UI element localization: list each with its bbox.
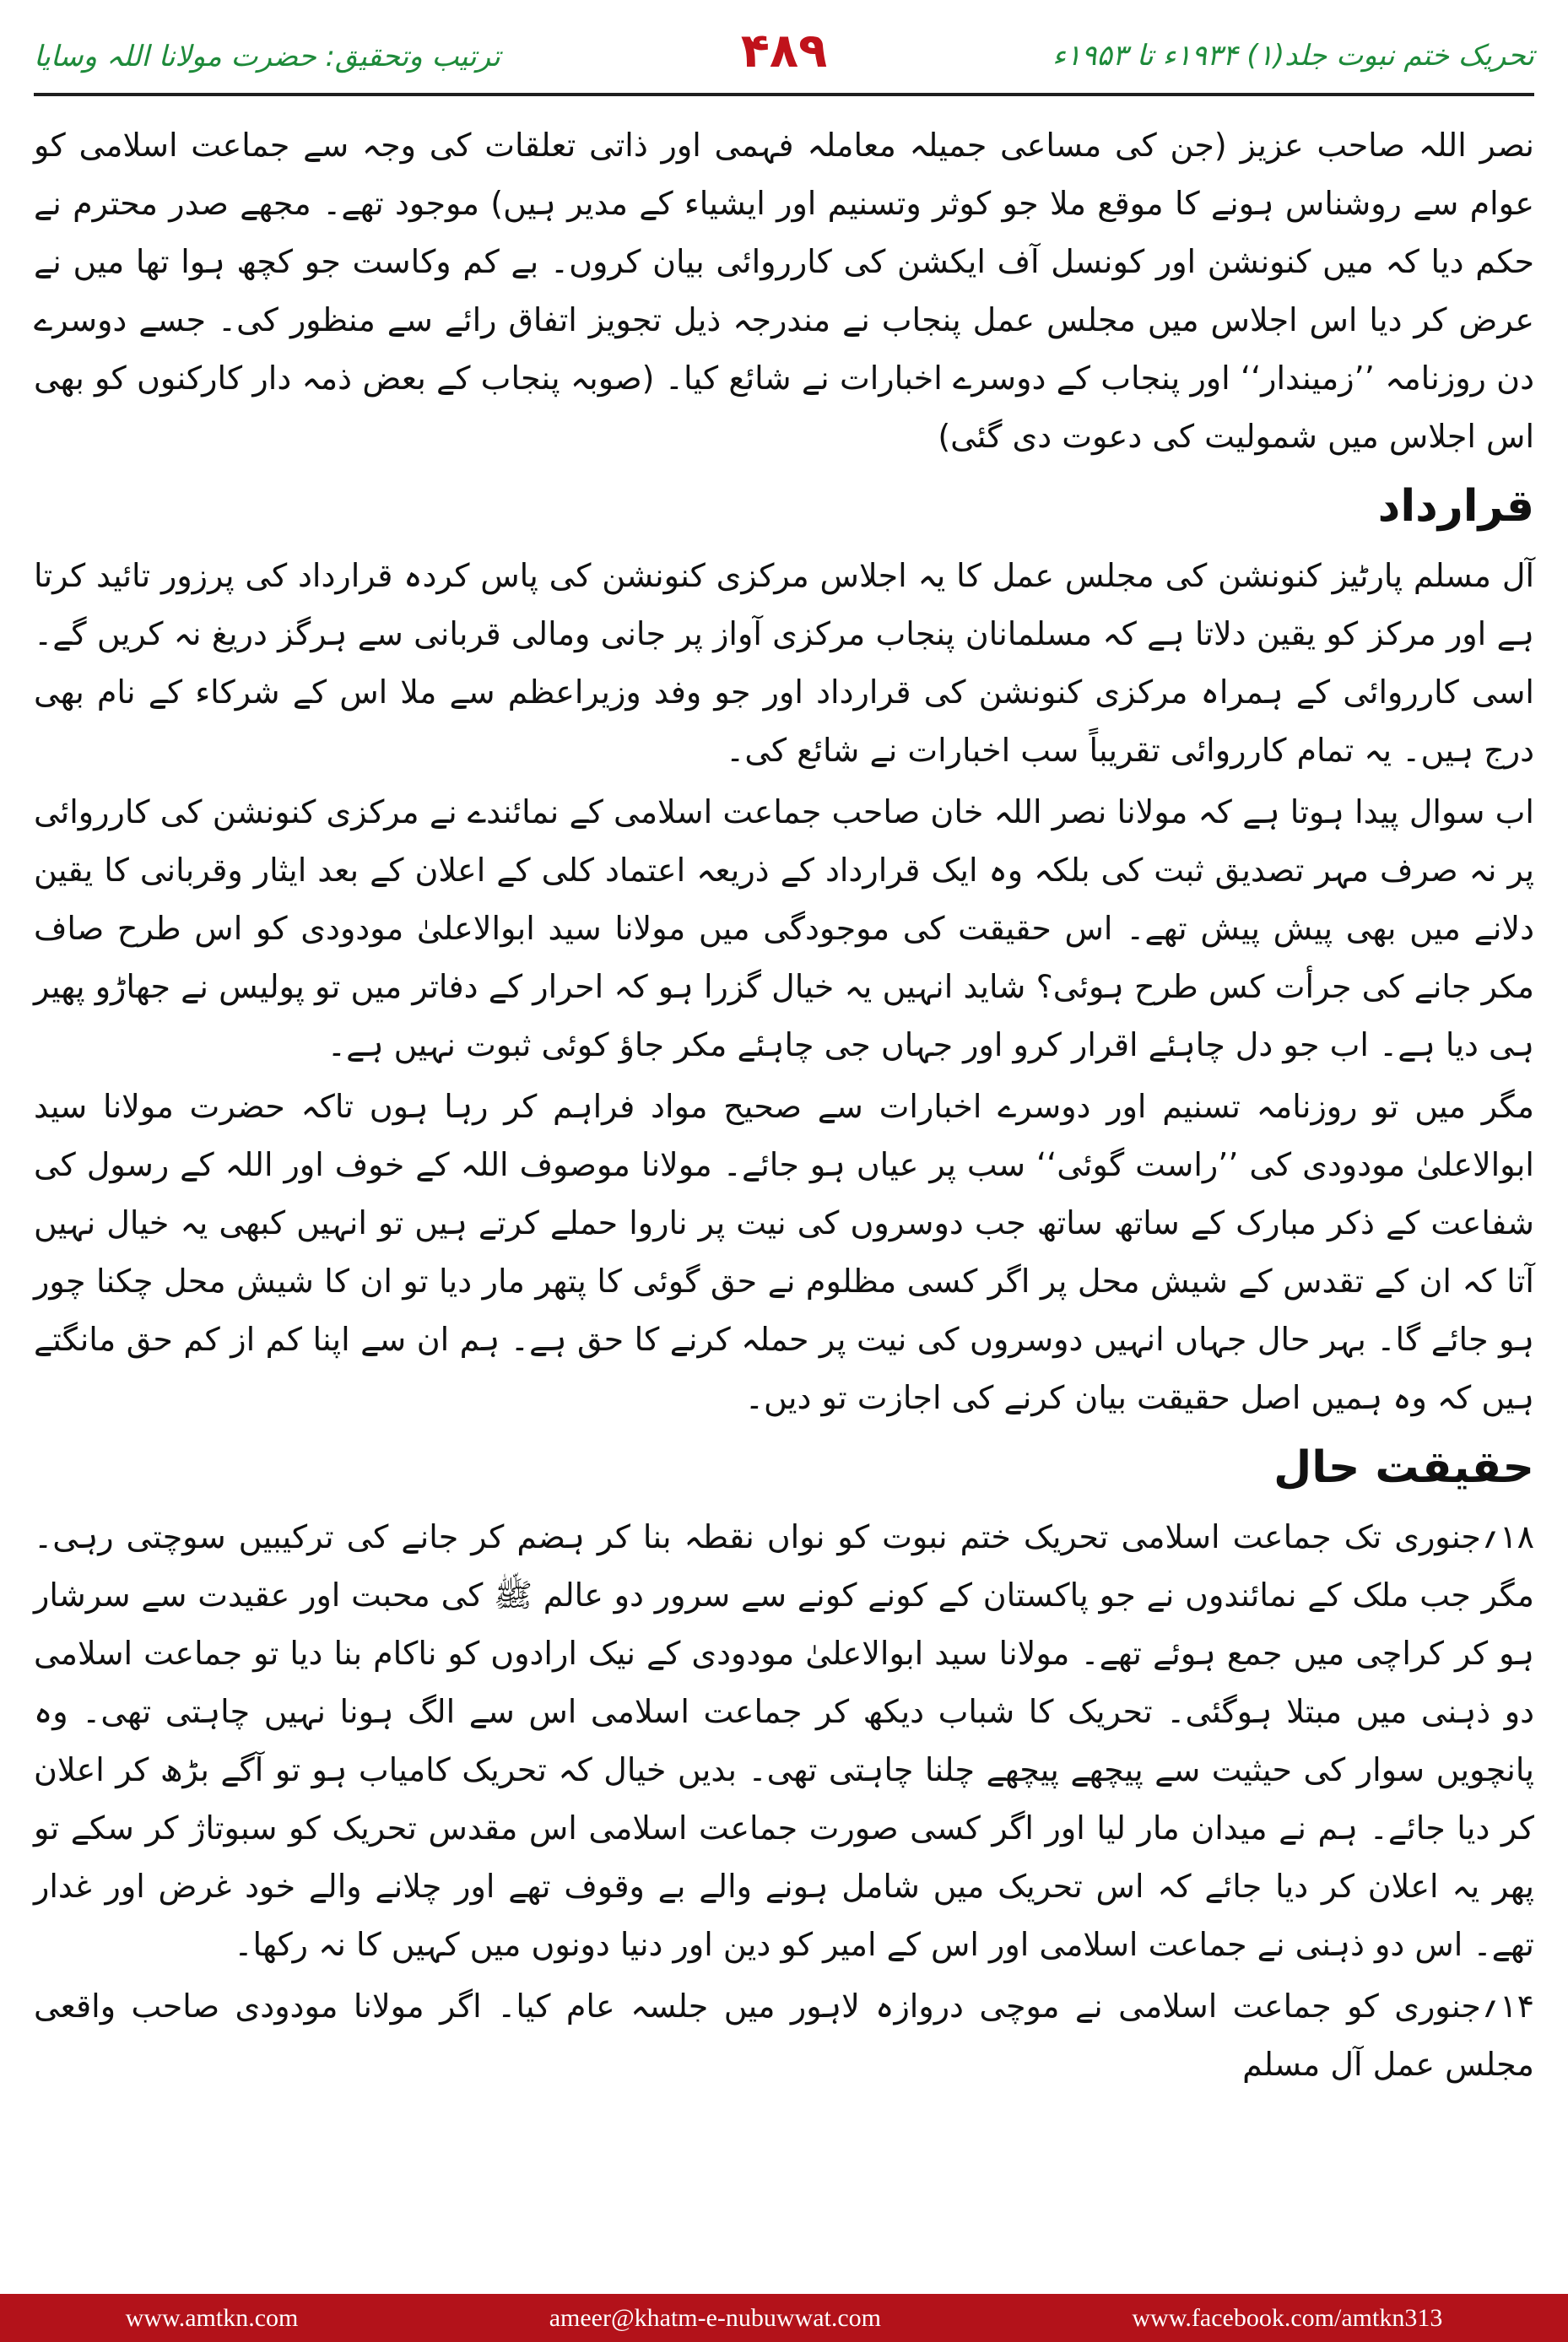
facebook-link[interactable]: www.facebook.com/amtkn313: [1132, 2303, 1443, 2332]
paragraph-truthfulness: مگر میں تو روزنامہ تسنیم اور دوسرے اخبارات سے صحیح مواد فراہم کر رہا ہوں تاکہ حضرت مولانا سید ابوالاعلیٰ مودودی کی ’’راست گوئی‘‘ سب پر عیاں ہو جائے۔ مولانا موصوف اللہ کے خوف اور اللہ کے رسول کی شفاعت کے ذکر مبارک کے ساتھ ساتھ جب دوسروں کی نیت پر ناروا حملے کرتے ہیں تو انہیں کبھی یہ خیال نہیں آتا کہ ان کے تقدس کے شیش محل پر اگر کسی مظلوم نے حق گوئی کا پتھر مار دیا تو ان کا شیش محل چکنا چور ہو جائے گا۔ بہر حال جہاں انہیں دوسروں کی نیت پر حملہ کرنے کا حق ہے۔ ہم ان سے اپنا کم از کم حق مانگتے ہیں کہ وہ ہمیں اصل حقیقت بیان کرنے کی اجازت تو دیں۔: [34, 1088, 1534, 1416]
paragraph-intro: نصر اللہ صاحب عزیز (جن کی مساعی جمیلہ معاملہ فہمی اور ذاتی تعلقات کی وجہ سے جماعت اسلامی کو عوام سے روشناس ہونے کا موقع ملا جو کوثر وتسنیم اور ایشیاء کے مدیر ہیں) موجود تھے۔ مجھے صدر محترم نے حکم دیا کہ میں کنونشن اور کونسل آف ایکشن کی کارروائی بیان کروں۔ بے کم وکاست جو کچھ ہوا تھا میں نے عرض کر دیا اس اجلاس میں مجلس عمل پنجاب نے مندرجہ ذیل تجویز اتفاق رائے سے منظور کی۔ جسے دوسرے دن روزنامہ ’’زمیندار‘‘ اور پنجاب کے دوسرے اخبارات نے شائع کیا۔ (صوبہ پنجاب کے بعض ذمہ دار کارکنوں کو بھی اس اجلاس میں شمولیت کی دعوت دی گئی): [34, 127, 1534, 455]
page-footer: [0, 2294, 1568, 2342]
paragraph-lahore-meeting: ۱۴؍جنوری کو جماعت اسلامی نے موچی دروازہ لاہور میں جلسہ عام کیا۔ اگر مولانا مودودی صاحب واقعی مجلس عمل آل مسلم: [34, 1988, 1534, 2083]
heading-reality: حقیقت حال: [1273, 1442, 1534, 1493]
book-title: تحریک ختم نبوت جلد(۱) ۱۹۳۴ء تا ۱۹۵۳ء: [1052, 39, 1534, 73]
email-link[interactable]: ameer@khatm-e-nubuwwat.com: [549, 2303, 882, 2332]
heading-resolution: قرارداد: [1377, 481, 1534, 532]
page-number: ۴۸۹: [740, 24, 828, 78]
header-divider: [34, 93, 1534, 96]
compiler-credit: ترتیب وتحقیق: حضرت مولانا اللہ وسایا: [34, 40, 500, 73]
page-body: [34, 116, 1534, 2273]
website-link[interactable]: www.amtkn.com: [125, 2303, 299, 2332]
paragraph-resolution: آل مسلم پارٹیز کنونشن کی مجلس عمل کا یہ اجلاس مرکزی کنونشن کی پاس کردہ قرارداد کی پرزور تائید کرتا ہے اور مرکز کو یقین دلاتا ہے کہ مسلمانان پنجاب مرکزی آواز پر جانی ومالی قربانی سے ہرگز دریغ نہ کریں گے۔ اسی کارروائی کے ہمراہ مرکزی کنونشن کی قرارداد اور جو وفد وزیراعظم سے ملا اس کے شرکاء کے نام بھی درج ہیں۔ یہ تمام کارروائی تقریباً سب اخبارات نے شائع کی۔: [34, 557, 1534, 769]
page-header: [34, 24, 1534, 83]
paragraph-reality: ۱۸؍جنوری تک جماعت اسلامی تحریک ختم نبوت کو نواں نقطہ بنا کر ہضم کر جانے کی ترکیبیں سوچتی رہی۔ مگر جب ملک کے نمائندوں نے جو پاکستان کے کونے کونے سے سرور دو عالم ﷺ کی محبت اور عقیدت سے سرشار ہو کر کراچی میں جمع ہوئے تھے۔ مولانا سید ابوالاعلیٰ مودودی کے نیک ارادوں کو ناکام بنا دیا تو جماعت اسلامی دو ذہنی میں مبتلا ہوگئی۔ تحریک کا شباب دیکھ کر جماعت اسلامی اس سے الگ ہونا نہیں چاہتی تھی۔ وہ پانچویں سوار کی حیثیت سے پیچھے پیچھے چلنا چاہتی تھی۔ بدیں خیال کہ تحریک کامیاب ہو تو آگے بڑھ کر اعلان کر دیا جائے۔ ہم نے میدان مار لیا اور اگر کسی صورت جماعت اسلامی اس مقدس تحریک کو سبوتاژ کر سکے تو پھر یہ اعلان کر دیا جائے کہ اس تحریک میں شامل ہونے والے بے وقوف تھے اور چلانے والے خود غرض اور غدار تھے۔ اس دو ذہنی نے جماعت اسلامی اور اس کے امیر کو دین اور دنیا دونوں میں کہیں کا نہ رکھا۔: [34, 1518, 1534, 1963]
paragraph-question: اب سوال پیدا ہوتا ہے کہ مولانا نصر اللہ خان صاحب جماعت اسلامی کے نمائندے نے مرکزی کنونشن کی کارروائی پر نہ صرف مہر تصدیق ثبت کی بلکہ وہ ایک قرارداد کے ذریعہ اعتماد کلی کے اعلان کے بعد ایثار وقربانی کا یقین دلانے میں بھی پیش پیش تھے۔ اس حقیقت کی موجودگی میں مولانا سید ابوالاعلیٰ مودودی کو اس طرح صاف مکر جانے کی جرأت کس طرح ہوئی؟ شاید انہیں یہ خیال گزرا ہو کہ احرار کے دفاتر میں تو پولیس نے جھاڑو پھیر ہی دیا ہے۔ اب جو دل چاہئے اقرار کرو اور جہاں جی چاہئے مکر جاؤ کوئی ثبوت نہیں ہے۔: [34, 793, 1534, 1063]
